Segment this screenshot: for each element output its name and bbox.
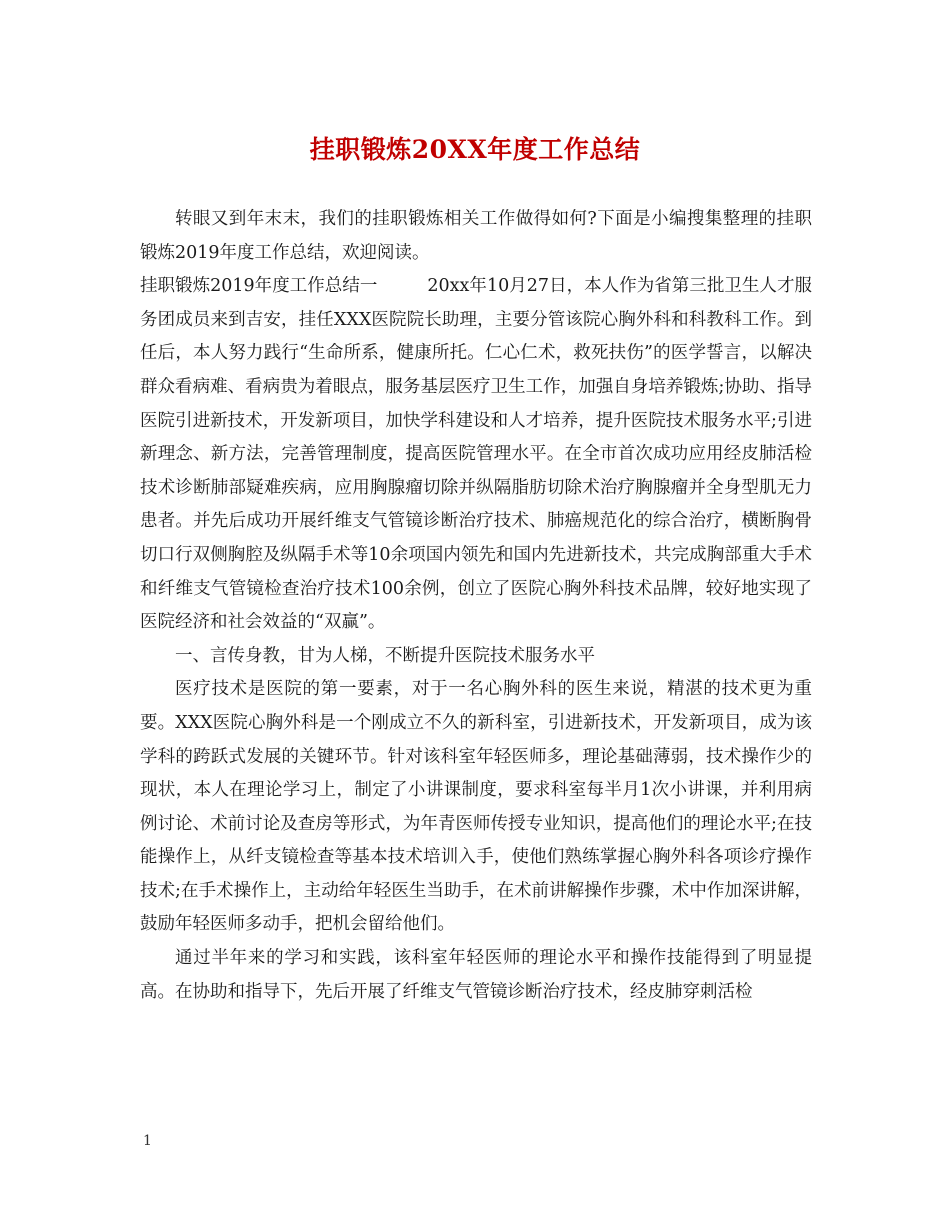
section-paragraph: [140, 270, 812, 640]
section-label: 挂职锻炼2019年度工作总结一: [140, 276, 378, 297]
document-title: 挂职锻炼20XX年度工作总结: [309, 135, 641, 164]
page-number: 1: [143, 1133, 152, 1149]
body-paragraph-2: 医疗技术是医院的第一要素，对于一名心胸外科的医生来说，精湛的技术更为重要。XXX医院心胸外科是一个刚成立不久的新科室，引进新技术，开发新项目，成为该学科的跨跃式发展的关键环节。针对该科室年轻医师多，理论基础薄弱，技术操作少的现状，本人在理论学习上，制定了小讲课制度，要求科室每半月1次小讲课，并利用病例讨论、术前讨论及查房等形式，为年青医师传授专业知识，提高他们的理论水平;在技能操作上，从纤支镜检查等基本技术培训入手，使他们熟练掌握心胸外科各项诊疗操作技术;在手术操作上，主动给年轻医生当助手，在术前讲解操作步骤，术中作加深讲解，鼓励年轻医师多动手，把机会留给他们。: [140, 679, 812, 935]
body-paragraph-1: 20xx年10月27日，本人作为省第三批卫生人才服务团成员来到吉安，挂任XXX医院院长助理，主要分管该院心胸外科和科教科工作。到任后，本人努力践行“生命所系，健康所托。仁心仁术，救死扶伤”的医学誓言，以解决群众看病难、看病贵为着眼点，服务基层医疗卫生工作，加强自身培养锻炼;协助、指导医院引进新技术，开发新项目，加快学科建设和人才培养，提升医院技术服务水平;引进新理念、新方法，完善管理制度，提高医院管理水平。在全市首次成功应用经皮肺活检技术诊断肺部疑难疾病，应用胸腺瘤切除并纵隔脂肪切除术治疗胸腺瘤并全身型肌无力患者。并先后成功开展纤维支气管镜诊断治疗技术、肺癌规范化的综合治疗，横断胸骨切口行双侧胸腔及纵隔手术等10余项国内领先和国内先进新技术，共完成胸部重大手术和纤维支气管镜检查治疗技术100余例，创立了医院心胸外科技术品牌，较好地实现了医院经济和社会效益的“双赢”。: [140, 276, 812, 633]
section-heading-1: 一、言传身教，甘为人梯，不断提升医院技术服务水平: [175, 645, 595, 666]
document-body: [140, 203, 812, 1009]
body-paragraph-3: 通过半年来的学习和实践，该科室年轻医师的理论水平和操作技能得到了明显提高。在协助和指导下，先后开展了纤维支气管镜诊断治疗技术，经皮肺穿刺活检: [140, 948, 812, 1002]
intro-paragraph: 转眼又到年末末，我们的挂职锻炼相关工作做得如何?下面是小编搜集整理的挂职锻炼2019年度工作总结，欢迎阅读。: [140, 209, 812, 263]
